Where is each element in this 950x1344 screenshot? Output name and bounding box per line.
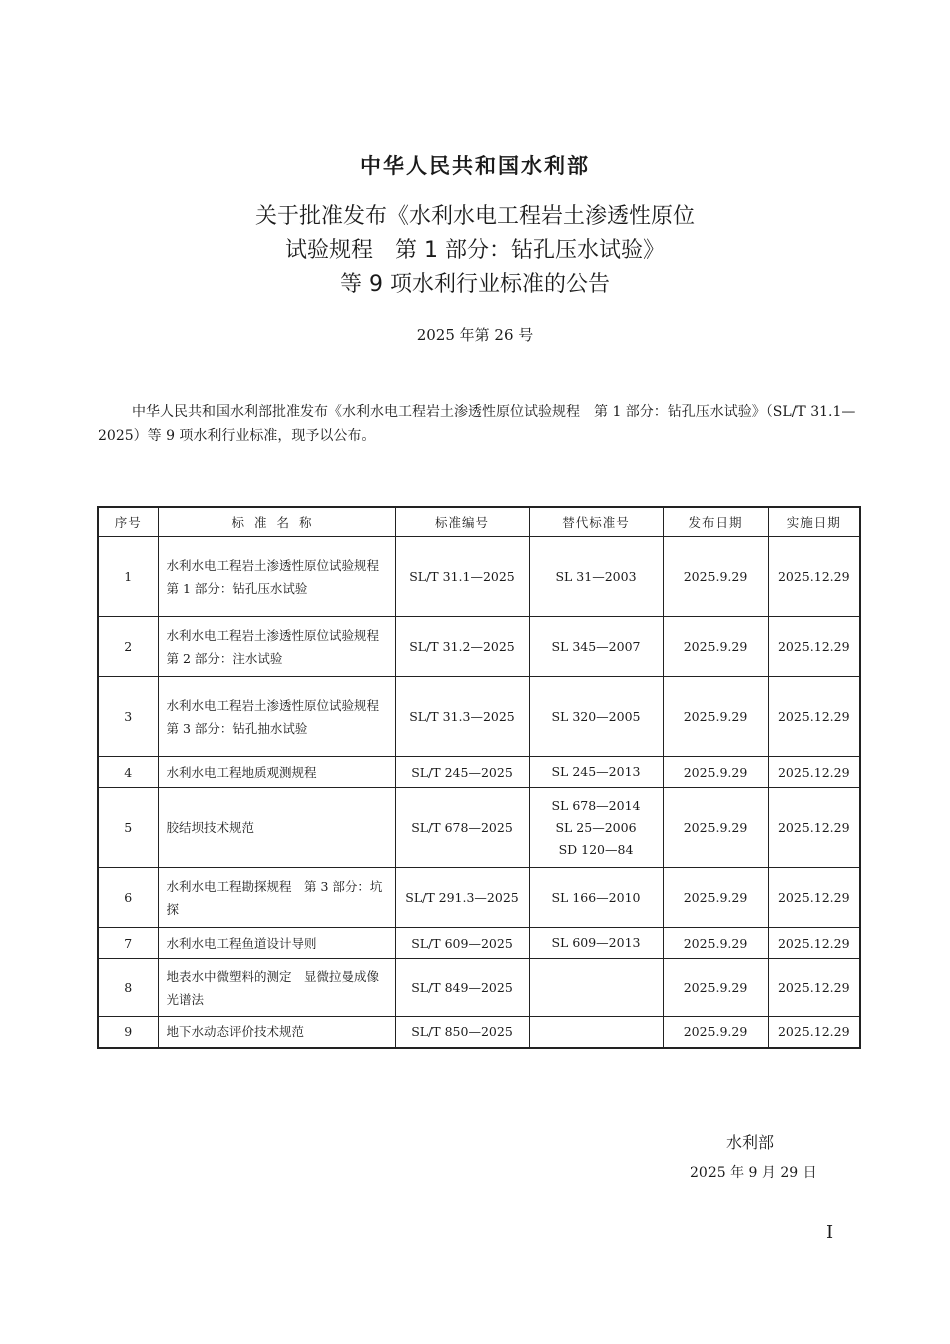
replaced-standard: SL 609—2013 bbox=[551, 935, 641, 950]
cell-replaces bbox=[529, 677, 663, 757]
title-line: 试验规程 第 1 部分：钻孔压水试验》 bbox=[285, 238, 665, 263]
cell-issued: 2025.9.29 bbox=[663, 677, 768, 757]
table-row bbox=[98, 617, 860, 677]
cell-issued: 2025.9.29 bbox=[663, 757, 768, 788]
table-row bbox=[98, 537, 860, 617]
table-header-row bbox=[98, 507, 860, 537]
cell-effective: 2025.12.29 bbox=[768, 868, 860, 928]
document-number: 2025 年第 26 号 bbox=[416, 326, 534, 344]
cell-name: 水利水电工程地质观测规程 bbox=[158, 757, 395, 788]
cell-name: 地表水中微塑料的测定 显微拉曼成像光谱法 bbox=[158, 959, 395, 1017]
cell-code: SL/T 31.1—2025 bbox=[395, 537, 529, 617]
cell-replaces bbox=[529, 959, 663, 1017]
cell-effective: 2025.12.29 bbox=[768, 788, 860, 868]
cell-replaces bbox=[529, 788, 663, 868]
title-line: 关于批准发布《水利水电工程岩土渗透性原位 bbox=[254, 204, 695, 229]
cell-name: 水利水电工程岩土渗透性原位试验规程 第 2 部分：注水试验 bbox=[158, 617, 395, 677]
table-body bbox=[98, 537, 860, 1048]
replaced-standard: SL 166—2010 bbox=[551, 889, 641, 905]
cell-code: SL/T 31.2—2025 bbox=[395, 617, 529, 677]
cell-issued: 2025.9.29 bbox=[663, 617, 768, 677]
header-replaces: 替代标准号 bbox=[529, 507, 663, 537]
replaced-standard: SL 31—2003 bbox=[555, 568, 637, 584]
cell-code: SL/T 291.3—2025 bbox=[395, 868, 529, 928]
cell-code: SL/T 849—2025 bbox=[395, 959, 529, 1017]
table-row bbox=[98, 788, 860, 868]
announcement-title bbox=[0, 200, 950, 302]
cell-no: 6 bbox=[98, 868, 158, 928]
cell-effective: 2025.12.29 bbox=[768, 617, 860, 677]
cell-no: 9 bbox=[98, 1017, 158, 1048]
cell-name: 水利水电工程勘探规程 第 3 部分：坑探 bbox=[158, 868, 395, 928]
table-row bbox=[98, 757, 860, 788]
cell-effective: 2025.12.29 bbox=[768, 757, 860, 788]
cell-no: 1 bbox=[98, 537, 158, 617]
replaced-standard: SL 320—2005 bbox=[551, 708, 641, 724]
replaced-standard: SL 345—2007 bbox=[551, 638, 641, 654]
cell-replaces bbox=[529, 868, 663, 928]
cell-replaces bbox=[529, 928, 663, 959]
cell-issued: 2025.9.29 bbox=[663, 1017, 768, 1048]
cell-replaces bbox=[529, 1017, 663, 1048]
cell-no: 7 bbox=[98, 928, 158, 959]
replaced-standard: SD 120—84 bbox=[558, 841, 634, 857]
cell-no: 5 bbox=[98, 788, 158, 868]
cell-replaces bbox=[529, 537, 663, 617]
header-no: 序号 bbox=[98, 507, 158, 537]
title-line: 等 9 项水利行业标准的公告 bbox=[340, 272, 610, 297]
issuer: 中华人民共和国水利部 bbox=[360, 154, 590, 178]
cell-issued: 2025.9.29 bbox=[663, 788, 768, 868]
cell-effective: 2025.12.29 bbox=[768, 537, 860, 617]
cell-issued: 2025.9.29 bbox=[663, 959, 768, 1017]
cell-effective: 2025.12.29 bbox=[768, 928, 860, 959]
table-row bbox=[98, 677, 860, 757]
cell-effective: 2025.12.29 bbox=[768, 1017, 860, 1048]
cell-name: 水利水电工程鱼道设计导则 bbox=[158, 928, 395, 959]
cell-no: 4 bbox=[98, 757, 158, 788]
cell-code: SL/T 245—2025 bbox=[395, 757, 529, 788]
signature-date: 2025 年 9 月 29 日 bbox=[690, 1165, 817, 1181]
cell-no: 8 bbox=[98, 959, 158, 1017]
cell-effective: 2025.12.29 bbox=[768, 959, 860, 1017]
cell-name: 水利水电工程岩土渗透性原位试验规程 第 3 部分：钻孔抽水试验 bbox=[158, 677, 395, 757]
cell-name: 胶结坝技术规范 bbox=[158, 788, 395, 868]
cell-issued: 2025.9.29 bbox=[663, 868, 768, 928]
cell-code: SL/T 609—2025 bbox=[395, 928, 529, 959]
replaced-standard: SL 245—2013 bbox=[551, 764, 641, 779]
header-code: 标准编号 bbox=[395, 507, 529, 537]
cell-replaces bbox=[529, 617, 663, 677]
table-row bbox=[98, 959, 860, 1017]
page-number: I bbox=[826, 1222, 834, 1243]
cell-replaces bbox=[529, 757, 663, 788]
cell-issued: 2025.9.29 bbox=[663, 928, 768, 959]
table-row bbox=[98, 928, 860, 959]
header-issued: 发布日期 bbox=[663, 507, 768, 537]
table-row bbox=[98, 868, 860, 928]
replaced-standard: SL 25—2006 bbox=[555, 819, 637, 835]
header-effective: 实施日期 bbox=[768, 507, 860, 537]
body-paragraph: 中华人民共和国水利部批准发布《水利水电工程岩土渗透性原位试验规程 第 1 部分：钻孔压水试验》（SL/T 31.1—2025）等 9 项水利行业标准，现予以公布。 bbox=[98, 404, 856, 444]
cell-code: SL/T 678—2025 bbox=[395, 788, 529, 868]
header-name: 标准名称 bbox=[158, 507, 395, 537]
cell-no: 3 bbox=[98, 677, 158, 757]
cell-name: 地下水动态评价技术规范 bbox=[158, 1017, 395, 1048]
standards-table bbox=[97, 506, 861, 1049]
cell-issued: 2025.9.29 bbox=[663, 537, 768, 617]
cell-name: 水利水电工程岩土渗透性原位试验规程 第 1 部分：钻孔压水试验 bbox=[158, 537, 395, 617]
cell-effective: 2025.12.29 bbox=[768, 677, 860, 757]
cell-code: SL/T 850—2025 bbox=[395, 1017, 529, 1048]
cell-no: 2 bbox=[98, 617, 158, 677]
cell-code: SL/T 31.3—2025 bbox=[395, 677, 529, 757]
replaced-standard: SL 678—2014 bbox=[551, 797, 641, 813]
signature-org: 水利部 bbox=[726, 1133, 775, 1152]
table-row bbox=[98, 1017, 860, 1048]
